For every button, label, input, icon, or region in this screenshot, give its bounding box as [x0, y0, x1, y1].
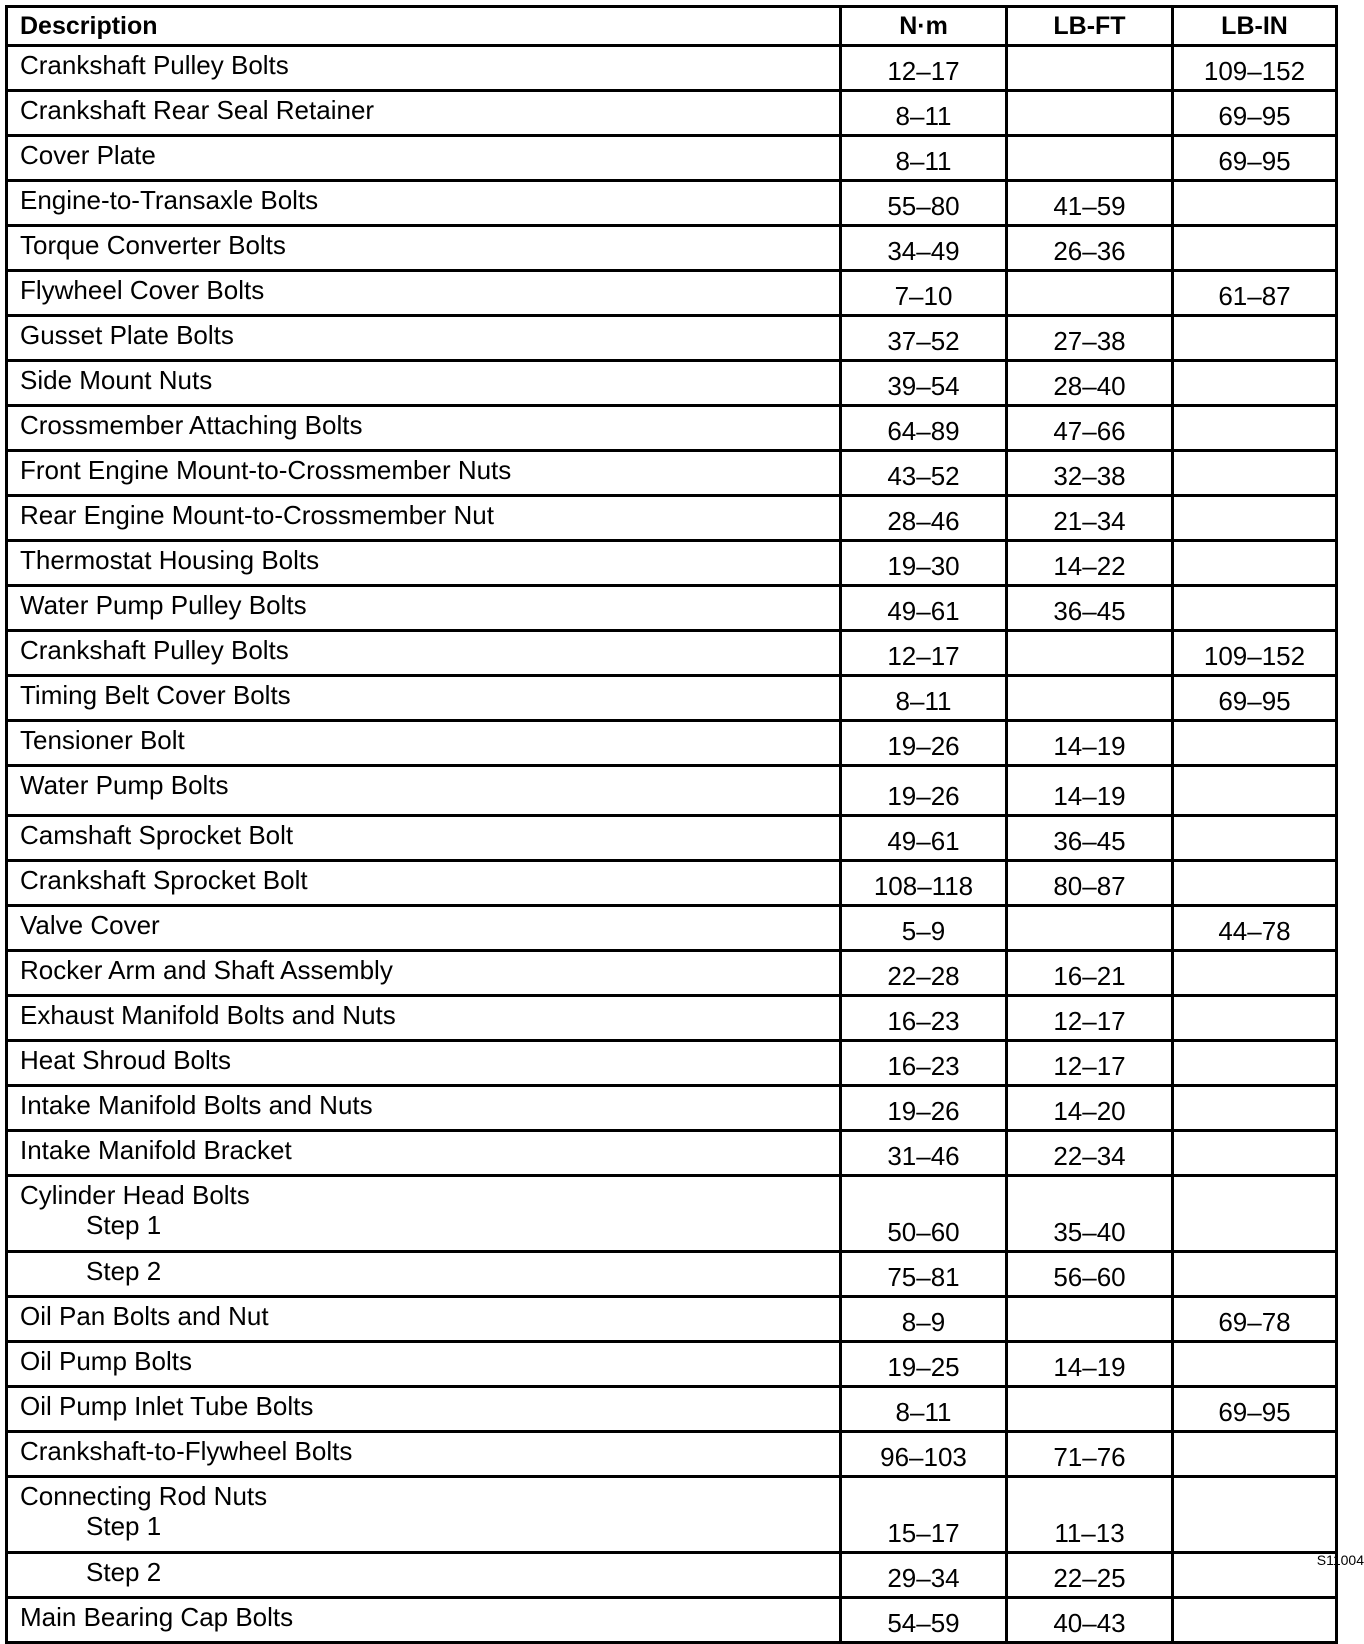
cell-lbft	[1007, 1297, 1173, 1342]
cell-description	[7, 906, 841, 951]
table-row	[7, 586, 1337, 631]
cell-description	[7, 1598, 841, 1643]
cell-nm: 55–80	[841, 181, 1007, 226]
cell-description	[7, 271, 841, 316]
table-row	[7, 361, 1337, 406]
description-text: Main Bearing Cap Bolts	[20, 1602, 294, 1632]
description-text: Exhaust Manifold Bolts and Nuts	[20, 1000, 396, 1030]
cell-lbin: 44–78	[1173, 906, 1337, 951]
description-text: Tensioner Bolt	[20, 725, 185, 755]
cell-lbft: 56–60	[1007, 1252, 1173, 1297]
table-body	[7, 46, 1337, 1643]
cell-lbft: 32–38	[1007, 451, 1173, 496]
cell-lbft: 22–34	[1007, 1131, 1173, 1176]
table-row	[7, 91, 1337, 136]
cell-nm: 31–46	[841, 1131, 1007, 1176]
cell-lbin	[1173, 816, 1337, 861]
table-row	[7, 406, 1337, 451]
cell-lbin	[1173, 1131, 1337, 1176]
cell-nm: 8–11	[841, 136, 1007, 181]
cell-lbft	[1007, 906, 1173, 951]
cell-lbft	[1007, 271, 1173, 316]
description-text: Thermostat Housing Bolts	[20, 545, 320, 575]
cell-lbft: 14–19	[1007, 721, 1173, 766]
table-row	[7, 1432, 1337, 1477]
table-row	[7, 861, 1337, 906]
cell-nm: 12–17	[841, 631, 1007, 676]
cell-description	[7, 1553, 841, 1598]
step-label: Step 2	[86, 1557, 162, 1587]
cell-nm: 15–17	[841, 1477, 1007, 1553]
cell-description	[7, 1342, 841, 1387]
description-text: Cylinder Head Bolts	[20, 1180, 250, 1210]
table-row	[7, 721, 1337, 766]
cell-nm: 22–28	[841, 951, 1007, 996]
cell-description	[7, 406, 841, 451]
cell-lbin	[1173, 316, 1337, 361]
cell-description	[7, 996, 841, 1041]
cell-nm: 54–59	[841, 1598, 1007, 1643]
description-text: Oil Pan Bolts and Nut	[20, 1301, 269, 1331]
table-row	[7, 136, 1337, 181]
description-text: Water Pump Pulley Bolts	[20, 590, 307, 620]
cell-description	[7, 1432, 841, 1477]
cell-lbin	[1173, 1477, 1337, 1553]
header-lbin: LB-IN	[1173, 7, 1337, 46]
cell-lbft: 22–25	[1007, 1553, 1173, 1598]
table-row	[7, 1131, 1337, 1176]
cell-lbin	[1173, 1553, 1337, 1598]
cell-nm: 16–23	[841, 996, 1007, 1041]
description-text: Torque Converter Bolts	[20, 230, 286, 260]
cell-lbin	[1173, 406, 1337, 451]
description-text: Crankshaft-to-Flywheel Bolts	[20, 1436, 353, 1466]
cell-lbft: 16–21	[1007, 951, 1173, 996]
table-row	[7, 676, 1337, 721]
header-lbft: LB-FT	[1007, 7, 1173, 46]
cell-lbin	[1173, 181, 1337, 226]
cell-description	[7, 676, 841, 721]
cell-lbin: 109–152	[1173, 631, 1337, 676]
description-text: Valve Cover	[20, 910, 160, 940]
cell-nm: 16–23	[841, 1041, 1007, 1086]
cell-nm: 5–9	[841, 906, 1007, 951]
cell-lbin	[1173, 861, 1337, 906]
table-row	[7, 1477, 1337, 1553]
description-text: Front Engine Mount-to-Crossmember Nuts	[20, 455, 512, 485]
description-text: Side Mount Nuts	[20, 365, 213, 395]
step-label: Step 1	[86, 1210, 162, 1240]
cell-lbin	[1173, 1432, 1337, 1477]
cell-description	[7, 1387, 841, 1432]
cell-lbft	[1007, 1387, 1173, 1432]
cell-lbft	[1007, 676, 1173, 721]
cell-lbft	[1007, 91, 1173, 136]
cell-description	[7, 226, 841, 271]
table-row	[7, 1041, 1337, 1086]
cell-lbft: 14–22	[1007, 541, 1173, 586]
cell-description	[7, 1086, 841, 1131]
cell-nm: 96–103	[841, 1432, 1007, 1477]
cell-lbin: 69–78	[1173, 1297, 1337, 1342]
cell-nm: 50–60	[841, 1176, 1007, 1252]
cell-lbft: 41–59	[1007, 181, 1173, 226]
cell-nm: 19–30	[841, 541, 1007, 586]
description-text: Heat Shroud Bolts	[20, 1045, 232, 1075]
cell-description	[7, 861, 841, 906]
cell-lbin	[1173, 1252, 1337, 1297]
description-text: Rocker Arm and Shaft Assembly	[20, 955, 393, 985]
step-label: Step 2	[86, 1256, 162, 1286]
cell-lbin	[1173, 1598, 1337, 1643]
cell-lbin: 69–95	[1173, 676, 1337, 721]
cell-lbin	[1173, 226, 1337, 271]
table-row	[7, 1252, 1337, 1297]
cell-lbin	[1173, 1342, 1337, 1387]
cell-lbin: 69–95	[1173, 91, 1337, 136]
cell-lbft: 35–40	[1007, 1176, 1173, 1252]
cell-nm: 37–52	[841, 316, 1007, 361]
cell-lbin	[1173, 766, 1337, 816]
cell-lbft: 11–13	[1007, 1477, 1173, 1553]
table-row	[7, 46, 1337, 91]
cell-nm: 49–61	[841, 816, 1007, 861]
description-text: Crossmember Attaching Bolts	[20, 410, 363, 440]
cell-description	[7, 721, 841, 766]
cell-description	[7, 631, 841, 676]
cell-nm: 64–89	[841, 406, 1007, 451]
cell-lbft: 12–17	[1007, 996, 1173, 1041]
cell-nm: 8–11	[841, 676, 1007, 721]
description-text: Crankshaft Rear Seal Retainer	[20, 95, 375, 125]
description-text: Oil Pump Inlet Tube Bolts	[20, 1391, 314, 1421]
description-text: Water Pump Bolts	[20, 770, 229, 800]
header-description: Description	[7, 7, 841, 46]
description-text: Oil Pump Bolts	[20, 1346, 192, 1376]
table-row	[7, 631, 1337, 676]
cell-description	[7, 181, 841, 226]
description-text: Intake Manifold Bolts and Nuts	[20, 1090, 373, 1120]
cell-lbin: 109–152	[1173, 46, 1337, 91]
cell-description	[7, 951, 841, 996]
cell-nm: 29–34	[841, 1553, 1007, 1598]
table-row	[7, 1342, 1337, 1387]
table-row	[7, 1297, 1337, 1342]
cell-lbft	[1007, 136, 1173, 181]
cell-description	[7, 46, 841, 91]
cell-lbin: 61–87	[1173, 271, 1337, 316]
description-text: Engine-to-Transaxle Bolts	[20, 185, 319, 215]
step-label: Step 1	[86, 1511, 162, 1541]
table-row	[7, 181, 1337, 226]
cell-lbin	[1173, 996, 1337, 1041]
cell-description	[7, 316, 841, 361]
cell-nm: 28–46	[841, 496, 1007, 541]
cell-lbin	[1173, 361, 1337, 406]
cell-nm: 108–118	[841, 861, 1007, 906]
table-row	[7, 996, 1337, 1041]
cell-lbft: 14–19	[1007, 766, 1173, 816]
cell-lbft: 71–76	[1007, 1432, 1173, 1477]
cell-lbft: 36–45	[1007, 816, 1173, 861]
description-text: Crankshaft Pulley Bolts	[20, 635, 289, 665]
cell-lbin	[1173, 951, 1337, 996]
cell-lbin	[1173, 1086, 1337, 1131]
cell-lbin	[1173, 496, 1337, 541]
table-row	[7, 496, 1337, 541]
cell-lbin	[1173, 586, 1337, 631]
header-nm: N·m	[841, 7, 1007, 46]
cell-lbin	[1173, 721, 1337, 766]
table-row	[7, 451, 1337, 496]
table-row	[7, 1553, 1337, 1598]
cell-lbft: 80–87	[1007, 861, 1173, 906]
cell-nm: 34–49	[841, 226, 1007, 271]
table-header-row	[7, 7, 1337, 46]
cell-lbft	[1007, 631, 1173, 676]
description-text: Timing Belt Cover Bolts	[20, 680, 291, 710]
cell-description	[7, 541, 841, 586]
cell-description	[7, 586, 841, 631]
cell-description	[7, 361, 841, 406]
torque-spec-table	[5, 5, 1338, 1644]
cell-description	[7, 766, 841, 816]
cell-nm: 8–11	[841, 91, 1007, 136]
table-row	[7, 316, 1337, 361]
cell-description	[7, 1252, 841, 1297]
cell-lbft: 36–45	[1007, 586, 1173, 631]
cell-nm: 75–81	[841, 1252, 1007, 1297]
cell-description	[7, 1041, 841, 1086]
cell-description	[7, 496, 841, 541]
cell-lbft: 47–66	[1007, 406, 1173, 451]
table-row	[7, 271, 1337, 316]
cell-description	[7, 816, 841, 861]
table-row	[7, 1387, 1337, 1432]
cell-nm: 8–11	[841, 1387, 1007, 1432]
description-text: Cover Plate	[20, 140, 156, 170]
table-row	[7, 816, 1337, 861]
description-text: Rear Engine Mount-to-Crossmember Nut	[20, 500, 494, 530]
cell-nm: 8–9	[841, 1297, 1007, 1342]
description-text: Crankshaft Pulley Bolts	[20, 50, 289, 80]
cell-lbft: 27–38	[1007, 316, 1173, 361]
cell-lbft: 14–19	[1007, 1342, 1173, 1387]
cell-description	[7, 1176, 841, 1252]
cell-lbft	[1007, 46, 1173, 91]
cell-description	[7, 451, 841, 496]
table-row	[7, 1086, 1337, 1131]
cell-lbft: 28–40	[1007, 361, 1173, 406]
cell-description	[7, 1131, 841, 1176]
cell-lbin: 69–95	[1173, 1387, 1337, 1432]
cell-nm: 7–10	[841, 271, 1007, 316]
description-text: Crankshaft Sprocket Bolt	[20, 865, 308, 895]
cell-lbft: 21–34	[1007, 496, 1173, 541]
cell-nm: 12–17	[841, 46, 1007, 91]
cell-lbin	[1173, 1041, 1337, 1086]
description-text: Camshaft Sprocket Bolt	[20, 820, 294, 850]
table-row	[7, 1598, 1337, 1643]
cell-lbin: 69–95	[1173, 136, 1337, 181]
description-text: Flywheel Cover Bolts	[20, 275, 265, 305]
cell-lbft: 12–17	[1007, 1041, 1173, 1086]
description-text: Connecting Rod Nuts	[20, 1481, 268, 1511]
cell-lbft: 40–43	[1007, 1598, 1173, 1643]
cell-description	[7, 136, 841, 181]
cell-lbin	[1173, 451, 1337, 496]
figure-code: S11004	[1316, 1552, 1364, 1568]
cell-nm: 19–26	[841, 1086, 1007, 1131]
table-row	[7, 906, 1337, 951]
description-text: Gusset Plate Bolts	[20, 320, 234, 350]
cell-nm: 19–26	[841, 721, 1007, 766]
table-row	[7, 951, 1337, 996]
table-row	[7, 1176, 1337, 1252]
table-row	[7, 766, 1337, 816]
cell-nm: 49–61	[841, 586, 1007, 631]
cell-nm: 19–26	[841, 766, 1007, 816]
cell-lbft: 26–36	[1007, 226, 1173, 271]
cell-lbin	[1173, 541, 1337, 586]
description-text: Intake Manifold Bracket	[20, 1135, 292, 1165]
cell-nm: 43–52	[841, 451, 1007, 496]
cell-nm: 39–54	[841, 361, 1007, 406]
cell-lbin	[1173, 1176, 1337, 1252]
cell-description	[7, 1477, 841, 1553]
cell-lbft: 14–20	[1007, 1086, 1173, 1131]
cell-description	[7, 91, 841, 136]
cell-nm: 19–25	[841, 1342, 1007, 1387]
table-row	[7, 226, 1337, 271]
cell-description	[7, 1297, 841, 1342]
table-row	[7, 541, 1337, 586]
